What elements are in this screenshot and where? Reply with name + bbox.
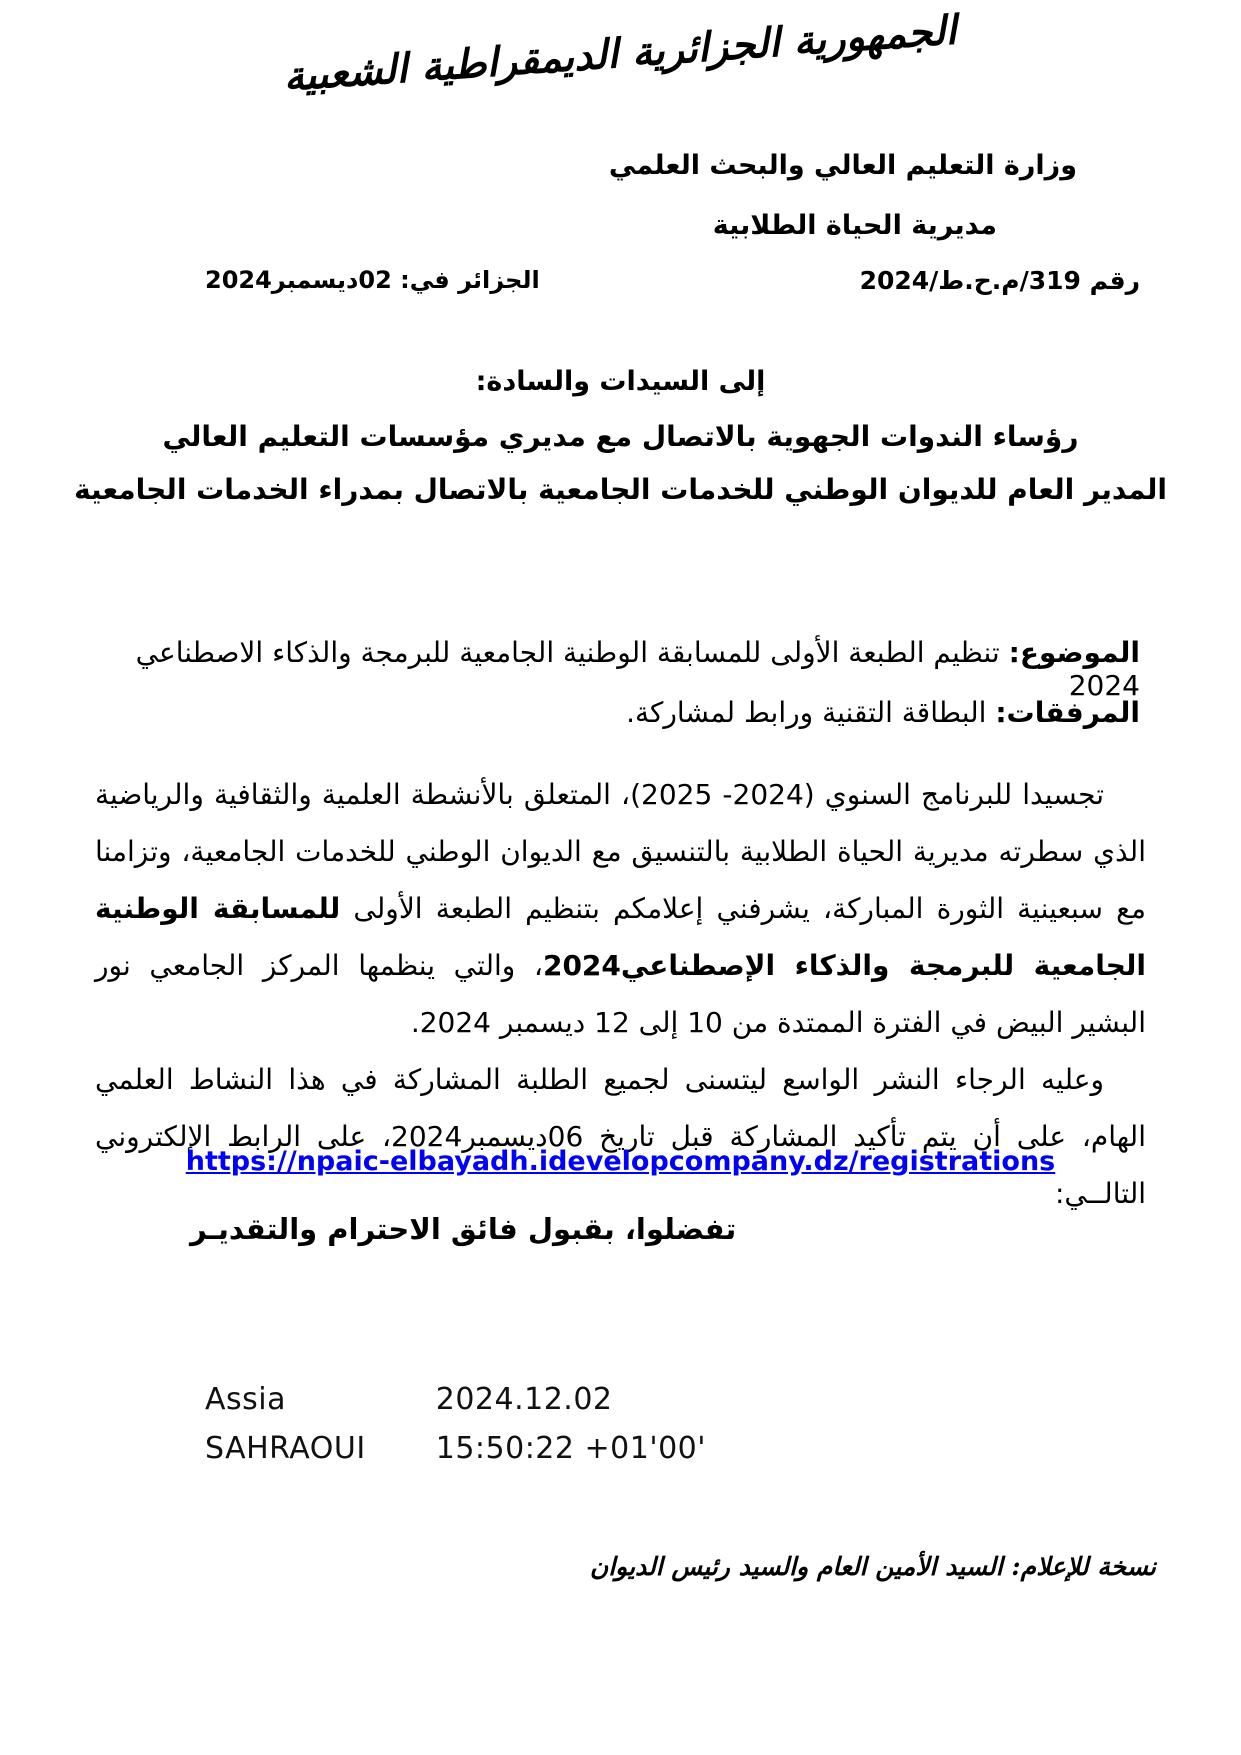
registration-link[interactable]: https://npaic-elbayadh.idevelopcompany.dz/registrations [185, 1146, 1056, 1177]
body-paragraph-1-start: تجسيدا للبرنامج السنوي (2024- 2025)، المتعلق بالأنشطة العلمية والثقافية والرياضية الذي سطرته مديرية الحياة الطلابية بالتنسيق مع الديوان الوطني للخدمات الجامعية، وتزامنا مع سبعينية الثورة المباركة، يشرفني إعلامكم بتنظيم الطبعة الأولى [95, 778, 1147, 925]
addressee-line-1: رؤساء الندوات الجهوية بالاتصال مع مديري مؤسسات التعليم العالي [162, 420, 1079, 453]
body-paragraph-1-end: ، والتي ينظمها المركز الجامعي نور البشير البيض في الفترة الممتدة من 10 إلى 12 ديسمبر 2024. [95, 949, 1146, 1039]
reference-number: رقم 319/م.ح.ط/2024 [859, 266, 1140, 295]
attachments-label: المرفقات: [995, 696, 1140, 729]
subject-line [95, 636, 1140, 702]
body-paragraph-2: وعليه الرجاء النشر الواسع ليتسنى لجميع الطلبة المشاركة في هذا النشاط العلمي الهام، على أن يتم تأكيد المشاركة قبل تاريخ 06ديسمبر2024، على الرابط الإلكتروني التالــي: [95, 1063, 1146, 1210]
attachments-text: البطاقة التقنية ورابط لمشاركة. [626, 696, 996, 729]
salutation: إلى السيدات والسادة: [475, 366, 766, 397]
place-and-date: الجزائر في: 02ديسمبر2024 [205, 266, 540, 294]
body-paragraph-1 [95, 766, 1146, 1051]
signature-date: 2024.12.02 [435, 1382, 613, 1417]
digital-signature [205, 1382, 706, 1466]
subject-text: تنظيم الطبعة الأولى للمسابقة الوطنية الجامعية للبرمجة والذكاء الاصطناعي 2024 [135, 636, 1140, 702]
republic-calligraphy-title: الجمهورية الجزائرية الديمقراطية الشعبية [282, 6, 958, 101]
body-paragraph-1-bold: للمسابقة الوطنية الجامعية للبرمجة والذكاء الإصطناعي2024 [95, 892, 1146, 982]
copy-for-information-note: نسخة للإعلام: السيد الأمين العام والسيد رئيس الديوان [589, 1552, 1156, 1581]
addressee-line-2: المدير العام للديوان الوطني للخدمات الجامعية بالاتصال بمدراء الخدمات الجامعية [74, 473, 1167, 506]
closing-formula: تفضلوا، بقبول فائق الاحترام والتقديـر [190, 1212, 737, 1246]
signature-time: 15:50:22 +01'00' [435, 1431, 706, 1466]
registration-link-line [0, 1146, 1241, 1177]
signature-datetime [436, 1382, 706, 1466]
signature-last-name: SAHRAOUI [205, 1431, 366, 1466]
signature-first-name: Assia [205, 1382, 287, 1417]
signature-name [205, 1382, 366, 1466]
ministry-title: وزارة التعليم العالي والبحث العلمي [608, 150, 1077, 181]
directorate-title: مديرية الحياة الطلابية [712, 210, 997, 241]
attachments-line [95, 696, 1140, 729]
subject-label: الموضوع: [1008, 636, 1140, 669]
